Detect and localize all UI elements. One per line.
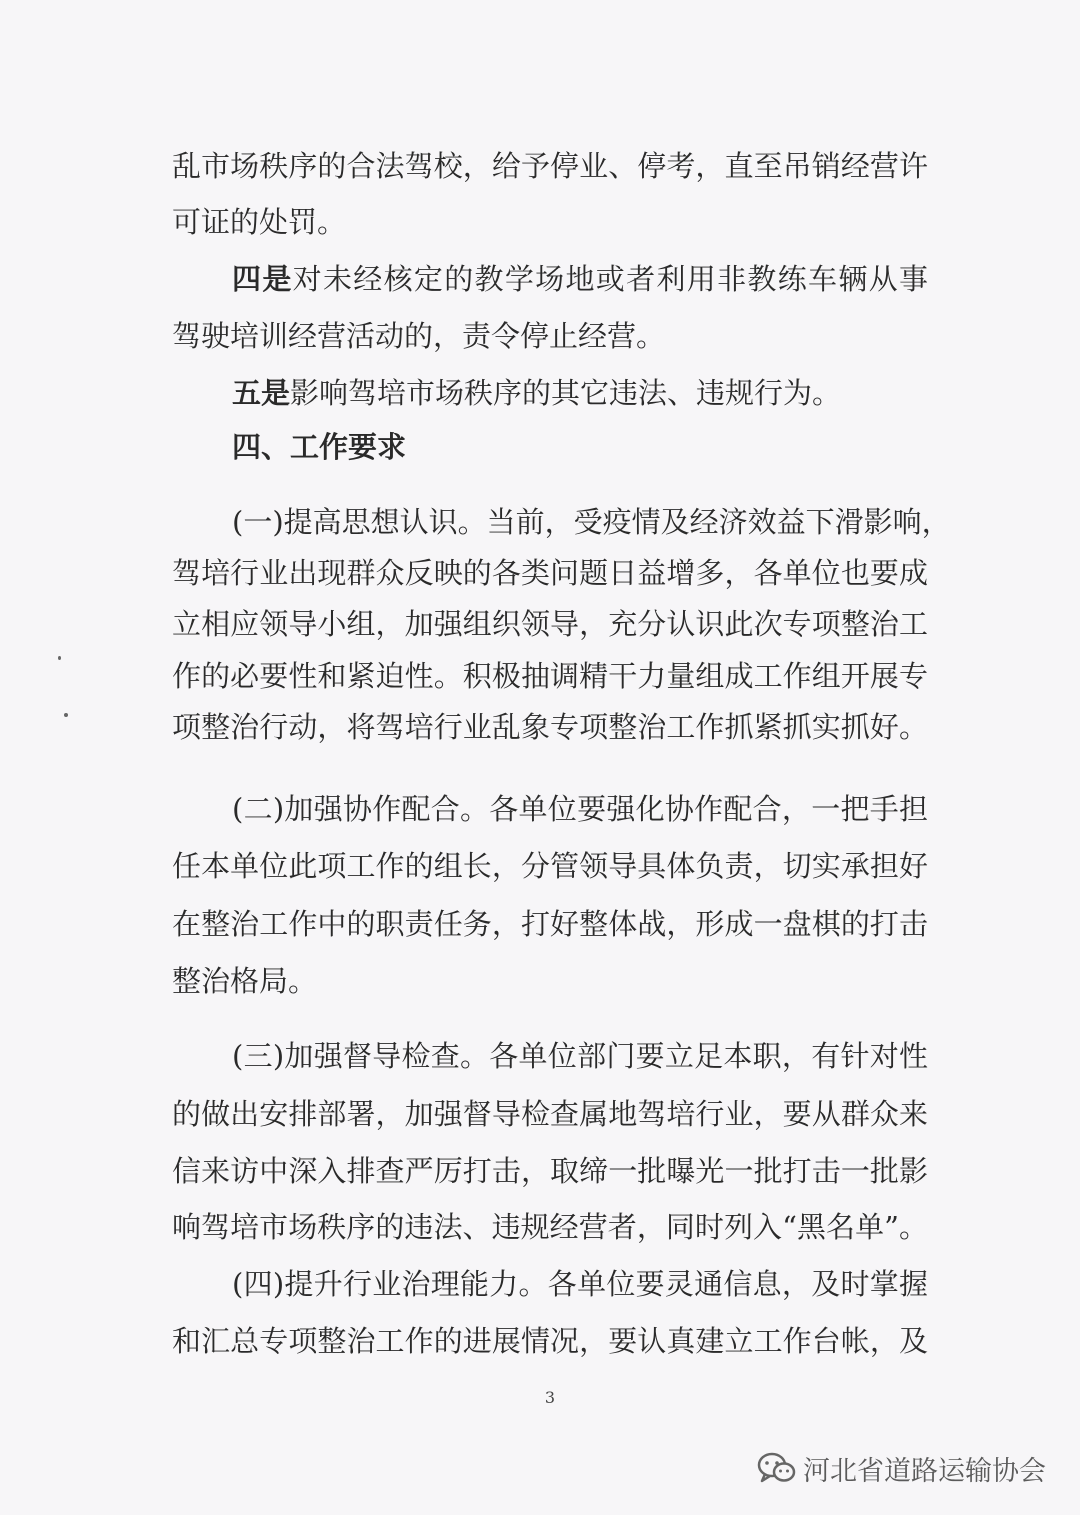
text-line: 任本单位此项工作的组长，分管领导具体负责，切实承担好 (172, 849, 928, 883)
text-line: 立相应领导小组，加强组织领导，充分认识此次专项整治工 (172, 607, 928, 641)
watermark-label: 河北省道路运输协会 (803, 1455, 1046, 1487)
watermark (757, 1446, 1046, 1490)
text-line: 的做出安排部署，加强督导检查属地驾培行业，要从群众来 (172, 1097, 928, 1131)
item-lead: 五是 (232, 376, 291, 410)
text-line: (三)加强督导检查。各单位部门要立足本职，有针对性 (232, 1039, 928, 1073)
text-line: (四)提升行业治理能力。各单位要灵通信息，及时掌握 (232, 1267, 928, 1301)
text-line: 信来访中深入排查严厉打击，取缔一批曝光一批打击一批影 (172, 1154, 928, 1188)
section-heading: 四、工作要求 (232, 430, 407, 464)
text-line (232, 259, 928, 299)
item-text: 影响驾培市场秩序的其它违法、违规行为。 (290, 376, 842, 410)
item-text: 对未经核定的教学场地或者利用非教练车辆从事 (292, 262, 928, 296)
scan-speck (64, 713, 68, 717)
text-line: 在整治工作中的职责任务，打好整体战，形成一盘棋的打击 (172, 907, 928, 941)
page-number: 3 (544, 1388, 556, 1407)
text-line: 驾驶培训经营活动的，责令停止经营。 (172, 319, 666, 353)
text-line: 可证的处罚。 (172, 205, 347, 239)
item-lead: 四是 (232, 262, 293, 296)
scan-speck (58, 656, 61, 660)
text-line: 和汇总专项整治工作的进展情况，要认真建立工作台帐，及 (172, 1324, 928, 1358)
text-line: 乱市场秩序的合法驾校，给予停业、停考，直至吊销经营许 (172, 149, 928, 183)
text-line: 项整治行动，将驾培行业乱象专项整治工作抓紧抓实抓好。 (172, 710, 928, 744)
text-line: 响驾培市场秩序的违法、违规经营者，同时列入“黑名单”。 (172, 1210, 928, 1244)
text-line: 驾培行业出现群众反映的各类问题日益增多，各单位也要成 (172, 556, 928, 590)
text-line: (一)提高思想认识。当前，受疫情及经济效益下滑影响， (232, 505, 951, 539)
text-line: 作的必要性和紧迫性。积极抽调精干力量组成工作组开展专 (172, 659, 928, 693)
text-line: (二)加强协作配合。各单位要强化协作配合，一把手担 (232, 792, 928, 826)
text-line (232, 373, 928, 413)
text-line: 整治格局。 (172, 964, 318, 998)
wechat-icon (757, 1451, 797, 1485)
